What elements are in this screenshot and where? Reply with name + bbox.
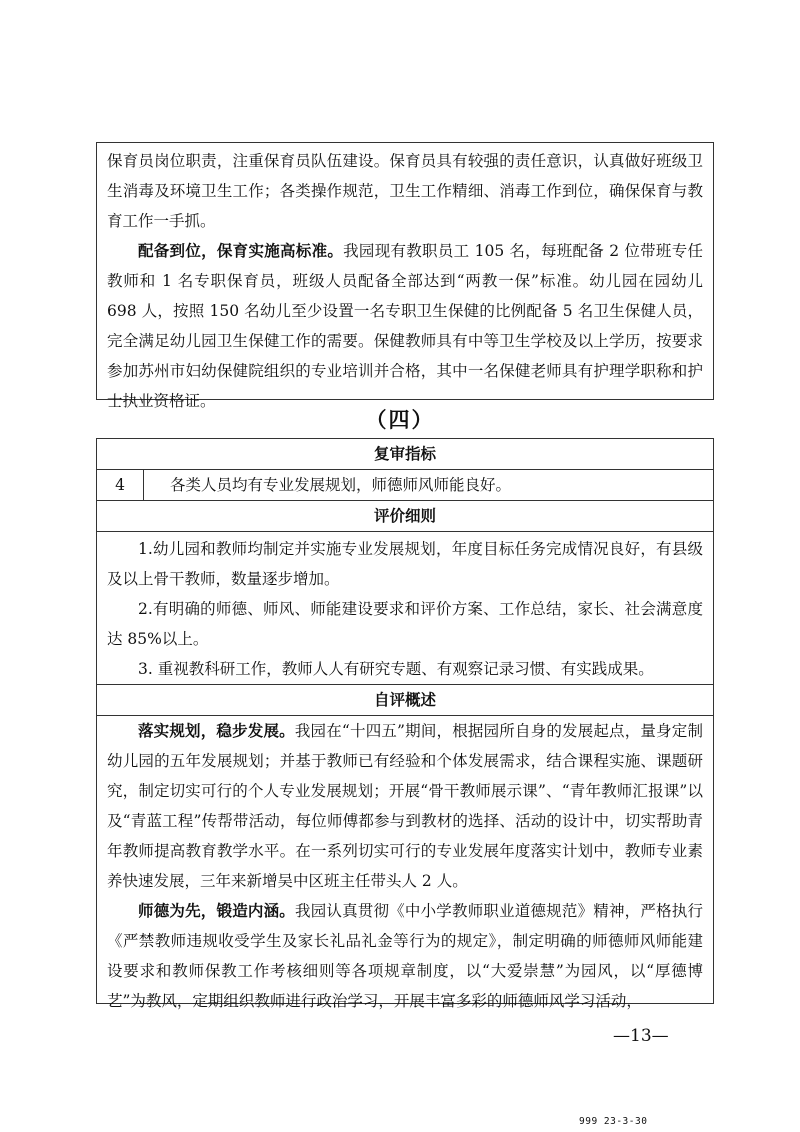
criteria-item: 2.有明确的师德、师风、师能建设要求和评价方案、工作总结，家长、社会满意度达 85%以上。 xyxy=(107,600,703,648)
indicator-number: 4 xyxy=(97,470,144,500)
paragraph-text: 我园在“十四五”期间，根据园所自身的发展起点，量身定制幼儿园的五年发展规划；并基于教师已有经验和个体发展需求，结合课程实施、课题研究，制定切实可行的个人专业发展规划；开展“骨干教师展示课”、“青年教师汇报课”以及“青蓝工程”传帮带活动，每位师傅都参与到教材的选择、活动的设计中，切实帮助青年教师提高教育教学水平。在一系列切实可行的专业发展年度落实计划中，教师专业素养快速发展，三年来新增吴中区班主任带头人 2 人。 xyxy=(107,722,703,890)
indicator-text: 各类人员均有专业发展规划，师德师风师能良好。 xyxy=(170,476,512,494)
criteria-header: 评价细则 xyxy=(97,501,713,532)
indicator-row xyxy=(97,470,713,501)
footer-stamp: 999 23-3-30 xyxy=(579,1116,648,1127)
review-table xyxy=(96,438,714,1010)
review-header: 复审指标 xyxy=(97,439,713,470)
page-number: —13— xyxy=(613,1026,669,1046)
continued-text-box xyxy=(96,142,714,410)
paragraph-text: 我园现有教职员工 105 名，每班配备 2 位带班专任教师和 1 名专职保育员，班级人员配备全部达到“两教一保”标准。幼儿园在园幼儿 698 人，按照 150 名幼儿至少设置一名专职卫生保健的比例配备 5 名卫生保健人员，完全满足幼儿园卫生保健工作的需要。保健教师具有中等卫生学校及以上学历，按要求参加苏州市妇幼保健院组织的专业培训并合格，其中一名保健老师具有护理学职称和护士执业资格证。 xyxy=(107,242,703,410)
criteria-item: 1.幼儿园和教师均制定并实施专业发展规划，年度目标任务完成情况良好，有县级及以上骨干教师，数量逐步增加。 xyxy=(107,540,703,588)
criteria-list xyxy=(97,532,713,685)
paragraph-text: 保育员岗位职责，注重保育员队伍建设。保育员具有较强的责任意识，认真做好班级卫生消毒及环境卫生工作；各类操作规范，卫生工作精细、消毒工作到位，确保保育与教育工作一手抓。 xyxy=(107,152,703,230)
paragraph-lead: 师德为先，锻造内涵。 xyxy=(138,901,295,920)
paragraph xyxy=(97,143,713,236)
paragraph-text: 我园认真贯彻《中小学教师职业道德规范》精神，严格执行《严禁教师违规收受学生及家长礼品礼金等行为的规定》，制定明确的师德师风师能建设要求和教师保教工作考核细则等各项规章制度，以“大爱崇慧”为园风，以“厚德博艺”为教风，定期组织教师进行政治学习，开展丰富多彩的师德师风学习活动， xyxy=(107,902,703,1010)
criteria-item: 3. 重视教科研工作，教师人人有研究专题、有观察记录习惯、有实践成果。 xyxy=(138,660,654,678)
paragraph-lead: 配备到位，保育实施高标准。 xyxy=(138,241,344,260)
paragraph xyxy=(97,896,713,1016)
paragraph xyxy=(97,236,713,416)
paragraph-lead: 落实规划，稳步发展。 xyxy=(138,721,295,740)
section-title: （四） xyxy=(365,407,435,432)
paragraph xyxy=(97,716,713,896)
self-eval-body xyxy=(97,716,713,1016)
self-eval-header: 自评概述 xyxy=(97,685,713,716)
